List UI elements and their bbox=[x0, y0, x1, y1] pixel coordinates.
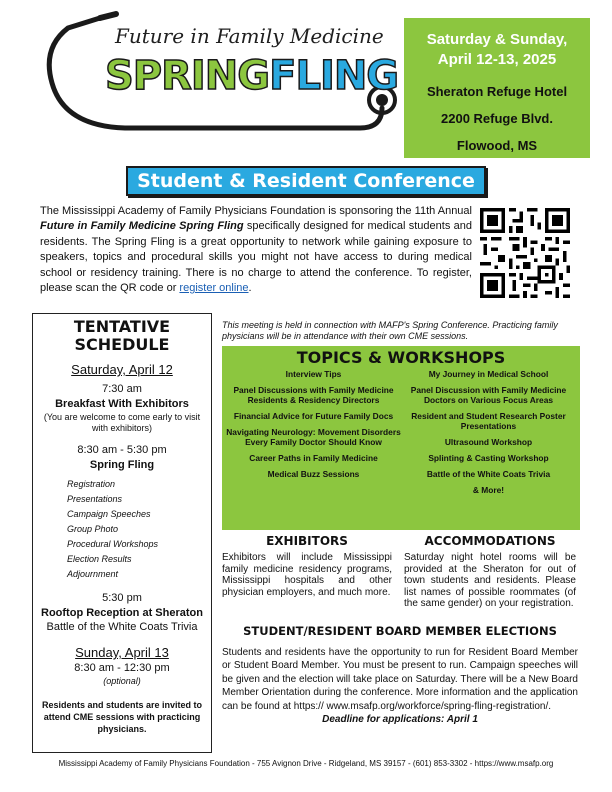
schedule-day-sunday: Sunday, April 13 bbox=[75, 645, 169, 660]
exhibitors-body: Exhibitors will include Mississippi family medicine residency programs, Mississippi hospitals and other physician employers, and much more. bbox=[222, 552, 392, 598]
schedule-title: TENTATIVE SCHEDULE bbox=[73, 317, 171, 354]
accommodations-title: ACCOMMODATIONS bbox=[424, 534, 556, 548]
topic-item: Navigating Neurology: Movement Disorders Every Family Doctor Should Know bbox=[226, 427, 401, 447]
logo-word-fling: FLING bbox=[269, 53, 399, 99]
event-location bbox=[404, 78, 590, 159]
event-info-box bbox=[404, 18, 590, 158]
agenda-item: Adjournment bbox=[67, 569, 119, 579]
intro-text-2: specifically designed for medical students and residents. The Spring Fling is a great opportunity to network while gaining exposure to speakers, topics and procedural skills you might not have access to during medical school or residency training. There is no charge to attend the conference. To register, please scan the QR code or bbox=[40, 220, 472, 295]
agenda-item: Campaign Speeches bbox=[67, 509, 151, 519]
qr-code-icon[interactable] bbox=[480, 208, 570, 298]
topic-item: Splinting & Casting Workshop bbox=[428, 453, 549, 463]
topic-item: Career Paths in Family Medicine bbox=[249, 453, 378, 463]
schedule-time-1: 7:30 am bbox=[102, 383, 142, 395]
logo-tagline: Future in Family Medicine bbox=[115, 24, 384, 48]
meeting-note: This meeting is held in connection with MAFP's Spring Conference. Practicing family physicians will be in attendance with their own CME sessions. bbox=[222, 320, 558, 341]
intro-highlight: Future in Family Medicine Spring Fling bbox=[40, 220, 244, 233]
logo-word-spring: SPRING bbox=[105, 53, 270, 99]
schedule-time-4: 8:30 am - 12:30 pm bbox=[74, 662, 170, 674]
schedule-time-2: 8:30 am - 5:30 pm bbox=[77, 444, 167, 456]
intro-text-1: The Mississippi Academy of Family Physicians Foundation is sponsoring the 11th Annual bbox=[40, 205, 472, 217]
event-dates: April 12-13, 2025 bbox=[437, 51, 557, 68]
conference-title: Student & Resident Conference bbox=[126, 166, 486, 196]
schedule-agenda-list bbox=[33, 477, 211, 582]
logo-wordmark bbox=[105, 53, 399, 99]
topic-item: Medical Buzz Sessions bbox=[267, 469, 360, 479]
schedule-note-optional: (optional) bbox=[103, 676, 141, 686]
intro-paragraph bbox=[40, 204, 472, 296]
topics-title: TOPICS & WORKSHOPS bbox=[296, 348, 506, 367]
agenda-item: Registration bbox=[67, 479, 116, 489]
tentative-schedule bbox=[32, 313, 212, 753]
elections-body: Students and residents have the opportunity to run for Resident Board Member or Student Board Member. You must be present to run. Campaign speeches will be given and the election will take place on Saturday. There will be a New Board Member Orientation during the conference. More information and the application can be found at https:// www.msafp.org/workforce/spring-fling-registration/. bbox=[222, 647, 578, 712]
topic-item: Panel Discussion with Family Medicine Doctors on Various Focus Areas bbox=[410, 385, 567, 405]
page-footer: Mississippi Academy of Family Physicians Foundation - 755 Avignon Drive - Ridgeland, MS 39157 - (601) 853-3302 - https://www.msafp.org bbox=[58, 759, 554, 768]
event-city: Flowood, MS bbox=[456, 138, 538, 153]
topic-item: My Journey in Medical School bbox=[428, 369, 549, 379]
accommodations-section bbox=[404, 534, 576, 610]
topic-item: Resident and Student Research Poster Presentations bbox=[411, 411, 566, 431]
topic-item: & More! bbox=[472, 485, 505, 495]
agenda-item: Group Photo bbox=[67, 524, 119, 534]
elections-deadline: Deadline for applications: April 1 bbox=[322, 714, 478, 726]
exhibitors-section bbox=[222, 534, 392, 598]
intro-end: . bbox=[248, 282, 252, 295]
schedule-day-saturday: Saturday, April 12 bbox=[71, 362, 173, 377]
event-days: Saturday & Sunday, bbox=[426, 31, 568, 48]
schedule-event-breakfast: Breakfast With Exhibitors bbox=[55, 398, 189, 410]
agenda-item: Presentations bbox=[67, 494, 123, 504]
elections-section bbox=[222, 624, 578, 725]
register-online-link[interactable]: register online bbox=[179, 282, 249, 295]
spring-fling-logo bbox=[30, 8, 400, 148]
topics-workshops-box bbox=[222, 346, 580, 530]
schedule-footer-note: Residents and students are invited to attend CME sessions with practicing physicians. bbox=[41, 700, 203, 734]
topic-item: Interview Tips bbox=[285, 369, 342, 379]
schedule-event-trivia: Battle of the White Coats Trivia bbox=[46, 621, 198, 633]
event-venue: Sheraton Refuge Hotel bbox=[426, 84, 568, 99]
accommodations-body: Saturday night hotel rooms will be provided at the Sheraton for out of town students and residents. Please list names of possible roommates (of the same gender) on your registration. bbox=[404, 552, 576, 609]
exhibitors-title: EXHIBITORS bbox=[266, 534, 348, 548]
elections-title: STUDENT/RESIDENT BOARD MEMBER ELECTIONS bbox=[243, 624, 557, 638]
schedule-time-3: 5:30 pm bbox=[102, 592, 142, 604]
schedule-note-breakfast: (You are welcome to come early to visit with exhibitors) bbox=[43, 412, 201, 433]
schedule-event-reception: Rooftop Reception at Sheraton bbox=[41, 607, 203, 619]
topic-item: Battle of the White Coats Trivia bbox=[426, 469, 551, 479]
schedule-event-spring-fling: Spring Fling bbox=[89, 459, 155, 471]
topics-right-column bbox=[401, 369, 576, 501]
agenda-item: Election Results bbox=[67, 554, 132, 564]
topic-item: Ultrasound Workshop bbox=[444, 437, 533, 447]
event-street: 2200 Refuge Blvd. bbox=[441, 111, 553, 126]
agenda-item: Procedural Workshops bbox=[67, 539, 159, 549]
topics-left-column bbox=[226, 369, 401, 501]
topic-item: Financial Advice for Future Family Docs bbox=[233, 411, 394, 421]
topic-item: Panel Discussions with Family Medicine Residents & Residency Directors bbox=[233, 385, 394, 405]
